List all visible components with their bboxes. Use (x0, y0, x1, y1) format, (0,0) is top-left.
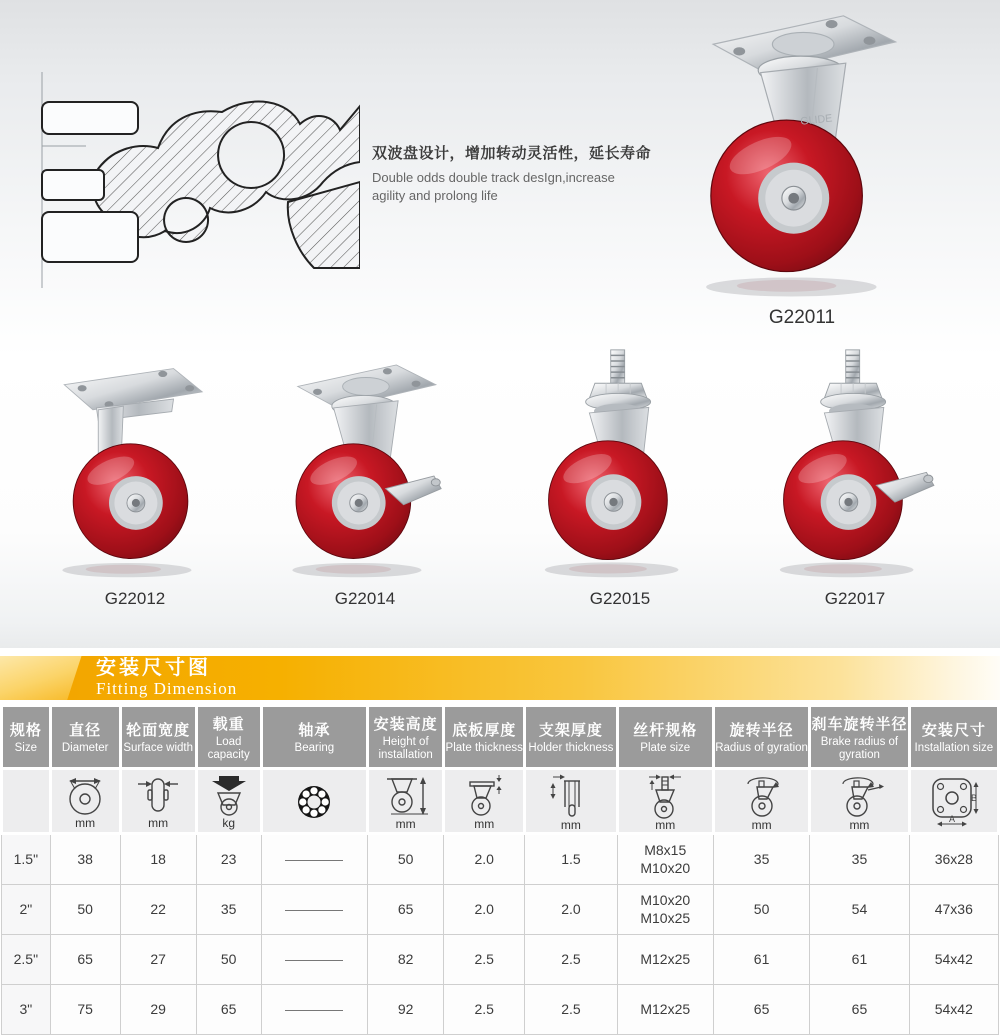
col-zh: 轴承 (298, 722, 331, 740)
spec-cell: 3" (2, 985, 51, 1035)
product-g22014 (250, 356, 480, 609)
spec-cell: M10x20 M10x25 (617, 885, 713, 935)
install-a-label: A (948, 814, 955, 824)
spec-cell: 23 (196, 834, 261, 885)
col-header-plate-thickness (444, 706, 525, 769)
spec-cell: 1.5" (2, 834, 51, 885)
col-zh: 规格 (9, 722, 42, 740)
banner-title (96, 658, 237, 698)
col-zh: 轮面宽度 (126, 722, 191, 740)
col-header-surface-width (120, 706, 196, 769)
col-en: Surface width (123, 742, 194, 755)
caster-image-fixed (20, 356, 250, 585)
spec-cell: 2.0 (444, 885, 525, 935)
icon-cell-gyration-radius (713, 769, 809, 834)
unit-label: mm (395, 817, 416, 831)
install-b-label: B (970, 793, 977, 803)
load-capacity-icon (206, 775, 252, 817)
unit-label: mm (655, 818, 676, 832)
svg-text:GLIDE: GLIDE (799, 112, 833, 128)
no-bearing-dash (285, 910, 343, 911)
icon-cell-size-empty (2, 769, 51, 834)
spec-cell: M8x15 M10x20 (617, 834, 713, 885)
spec-cell: 65 (713, 985, 809, 1035)
unit-label: mm (560, 818, 581, 832)
icon-cell-plate-thickness (444, 769, 525, 834)
spec-cell: 2.5 (444, 985, 525, 1035)
banner-title-en: Fitting Dimension (96, 679, 238, 698)
spec-cell: 50 (50, 885, 120, 935)
caster-image-swivel-brake (250, 356, 480, 585)
col-zh: 支架厚度 (538, 722, 603, 740)
table-icon-row (2, 769, 999, 834)
spec-cell: 35 (810, 834, 909, 885)
col-en: Height of installation (378, 735, 433, 761)
caster-image-featured (642, 4, 962, 305)
feature-description-zh: 双波盘设计，增加转动灵活性，延长寿命 (372, 145, 652, 162)
spec-cell: 65 (50, 935, 120, 985)
col-header-stem-size (617, 706, 713, 769)
spec-cell: 65 (810, 985, 909, 1035)
feature-description-en (372, 169, 662, 204)
col-header-installation-size (909, 706, 998, 769)
product-code: G22015 (589, 589, 651, 608)
spec-cell: 54x42 (909, 935, 998, 985)
spec-row (2, 985, 999, 1035)
product-g22017 (740, 348, 970, 609)
col-header-bearing (261, 706, 367, 769)
section-banner (0, 656, 1000, 700)
spec-row (2, 885, 999, 935)
spec-cell: 50 (196, 935, 261, 985)
col-header-load-capacity (196, 706, 261, 769)
featured-product-code: G22011 (768, 307, 836, 328)
col-header-diameter (50, 706, 120, 769)
col-header-gyration-radius (713, 706, 809, 769)
product-code: G22012 (104, 589, 166, 608)
bearing-icon (291, 779, 337, 825)
col-zh: 底板厚度 (452, 722, 517, 740)
spec-cell: 36x28 (909, 834, 998, 885)
featured-product (642, 4, 962, 329)
unit-label: kg (222, 816, 235, 830)
gyration-radius-icon (737, 773, 787, 819)
spec-cell: 47x36 (909, 885, 998, 935)
spec-cell: 65 (368, 885, 444, 935)
wheel-diameter-icon (63, 775, 107, 817)
col-header-holder-thickness (525, 706, 617, 769)
spec-cell: 2.0 (525, 885, 617, 935)
icon-cell-installation-size (909, 769, 998, 834)
spec-cell: 2.5 (444, 935, 525, 985)
spec-cell: 35 (196, 885, 261, 935)
installation-size-icon (927, 775, 981, 829)
product-g22015 (505, 348, 735, 609)
caster-image-stem-brake (740, 348, 970, 585)
banner-title-zh: 安装尺寸图 (96, 657, 211, 679)
stem-size-icon (642, 773, 688, 819)
spec-cell: 2.5 (525, 935, 617, 985)
spec-cell (261, 885, 367, 935)
spec-cell: M12x25 (617, 935, 713, 985)
spec-row (2, 834, 999, 885)
icon-cell-bearing (261, 769, 367, 834)
col-en: Installation size (914, 742, 994, 755)
brake-radius-icon (834, 773, 884, 819)
table-header-row (2, 706, 999, 769)
feature-description-en-line1: Double odds double track desIgn,increase (372, 170, 615, 185)
spec-cell: 35 (713, 834, 809, 885)
spec-cell: 1.5 (525, 834, 617, 885)
feature-description (372, 142, 662, 204)
unit-label: mm (751, 818, 772, 832)
spec-cell: 38 (50, 834, 120, 885)
unit-label: mm (474, 817, 495, 831)
spec-cell: 54x42 (909, 985, 998, 1035)
col-en: Load capacity (207, 735, 250, 761)
spec-cell: 22 (120, 885, 196, 935)
spec-cell: M12x25 (617, 985, 713, 1035)
icon-cell-stem-size (617, 769, 713, 834)
col-en: Plate thickness (445, 742, 523, 755)
col-zh: 安装高度 (373, 715, 438, 733)
holder-thickness-icon (549, 773, 593, 819)
col-en: Bearing (294, 742, 335, 755)
spec-cell: 50 (713, 885, 809, 935)
spec-cell: 65 (196, 985, 261, 1035)
col-zh: 丝杆规格 (633, 722, 698, 740)
spec-cell: 82 (368, 935, 444, 985)
col-zh: 载重 (212, 715, 245, 733)
spec-cell: 50 (368, 834, 444, 885)
spec-cell: 61 (713, 935, 809, 985)
spec-cell (261, 834, 367, 885)
col-header-size (2, 706, 51, 769)
spec-cell (261, 935, 367, 985)
spec-cell: 2.5" (2, 935, 51, 985)
unit-label: mm (148, 816, 169, 830)
unit-label: mm (849, 818, 870, 832)
icon-cell-holder-thickness (525, 769, 617, 834)
icon-cell-surface-width (120, 769, 196, 834)
table-body (2, 834, 999, 1035)
product-code: G22017 (824, 589, 886, 608)
icon-cell-diameter (50, 769, 120, 834)
col-zh: 刹车旋转半径 (811, 715, 908, 733)
wheel-width-icon (136, 775, 180, 817)
spec-cell: 18 (120, 834, 196, 885)
bearing-cross-section-drawing (26, 50, 360, 296)
icon-cell-brake-radius (810, 769, 909, 834)
spec-cell: 61 (810, 935, 909, 985)
spec-cell (261, 985, 367, 1035)
spec-cell: 2" (2, 885, 51, 935)
col-zh: 安装尺寸 (921, 722, 986, 740)
product-code: G22014 (334, 589, 396, 608)
spec-row (2, 935, 999, 985)
col-en: Holder thickness (528, 742, 614, 755)
caster-image-stem (505, 348, 735, 585)
plate-thickness-icon (461, 774, 507, 818)
spec-cell: 27 (120, 935, 196, 985)
spec-cell: 54 (810, 885, 909, 935)
icon-cell-load-capacity (196, 769, 261, 834)
col-header-install-height (368, 706, 444, 769)
col-en: Size (14, 742, 38, 755)
no-bearing-dash (285, 960, 343, 961)
spec-cell: 2.0 (444, 834, 525, 885)
banner-ribbon-decoration (0, 656, 83, 700)
col-en: Radius of gyration (715, 742, 808, 755)
install-height-icon (381, 774, 431, 818)
col-en: Plate size (640, 742, 691, 755)
spec-cell: 75 (50, 985, 120, 1035)
unit-label: mm (75, 816, 96, 830)
icon-cell-install-height (368, 769, 444, 834)
spec-cell: 92 (368, 985, 444, 1035)
feature-description-en-line2: agility and prolong life (372, 187, 498, 203)
fitting-dimension-table (0, 704, 1000, 1035)
col-header-brake-radius (810, 706, 909, 769)
spec-cell: 29 (120, 985, 196, 1035)
no-bearing-dash (285, 860, 343, 861)
col-zh: 直径 (69, 722, 102, 740)
col-en: Diameter (61, 742, 109, 755)
no-bearing-dash (285, 1010, 343, 1011)
product-g22012 (20, 356, 250, 609)
spec-cell: 2.5 (525, 985, 617, 1035)
col-en: Brake radius of gyration (820, 735, 899, 761)
col-zh: 旋转半径 (729, 722, 794, 740)
